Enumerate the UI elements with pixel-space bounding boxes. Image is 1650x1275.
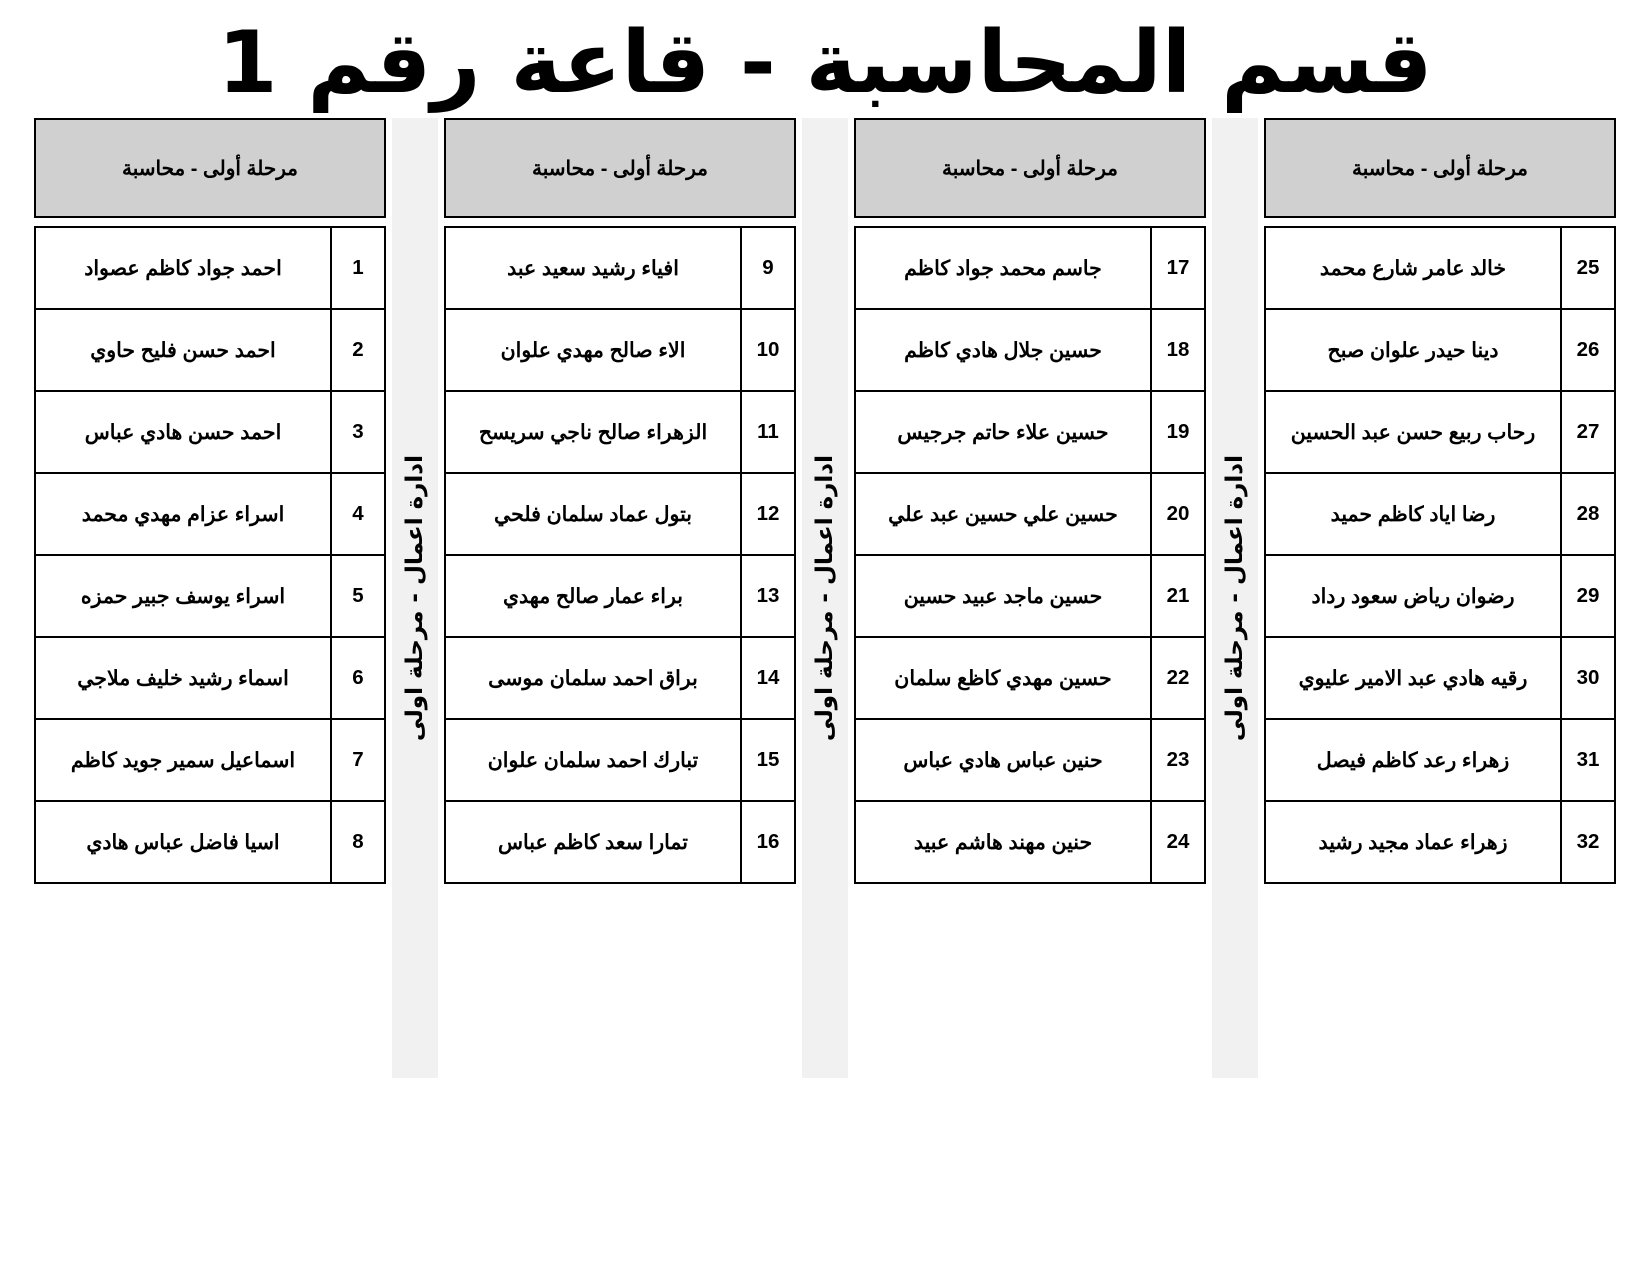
aisle-separator-2 [802,118,848,1078]
aisle-separator-1 [392,118,438,1078]
row-number: 17 [1151,227,1205,309]
row-number: 15 [741,719,795,801]
student-name: الزهراء صالح ناجي سريسح [445,391,741,473]
student-name: حسين علاء حاتم جرجيس [855,391,1151,473]
aisle-label: ادارة اعمال - مرحلة اولى [1222,455,1248,742]
student-name: حسين ماجد عبيد حسين [855,555,1151,637]
student-name: اسيا فاضل عباس هادي [35,801,331,883]
student-name: احمد حسن هادي عباس [35,391,331,473]
group-table-3 [854,226,1206,884]
row-number: 28 [1561,473,1615,555]
row-number: 6 [331,637,385,719]
student-name: اسماعيل سمير جويد كاظم [35,719,331,801]
row-number: 22 [1151,637,1205,719]
student-name: رحاب ربيع حسن عبد الحسين [1265,391,1561,473]
student-name: اسراء يوسف جبير حمزه [35,555,331,637]
group-table-4 [1264,226,1616,884]
table-row [855,719,1205,801]
table-row [1265,637,1615,719]
student-group-4 [1264,118,1616,1078]
row-number: 11 [741,391,795,473]
row-number: 10 [741,309,795,391]
table-row [445,473,795,555]
row-number: 16 [741,801,795,883]
student-name: دينا حيدر علوان صبح [1265,309,1561,391]
table-row [35,473,385,555]
student-group-3 [854,118,1206,1078]
table-row [445,227,795,309]
table-row [35,391,385,473]
table-row [445,719,795,801]
table-row [35,555,385,637]
row-number: 3 [331,391,385,473]
table-row [855,555,1205,637]
student-name: زهراء رعد كاظم فيصل [1265,719,1561,801]
student-name: الاء صالح مهدي علوان [445,309,741,391]
row-number: 14 [741,637,795,719]
table-row [1265,309,1615,391]
table-row [445,555,795,637]
table-row [1265,227,1615,309]
row-number: 4 [331,473,385,555]
row-number: 29 [1561,555,1615,637]
row-number: 25 [1561,227,1615,309]
student-name: حنين عباس هادي عباس [855,719,1151,801]
row-number: 31 [1561,719,1615,801]
table-row [35,309,385,391]
table-row [445,637,795,719]
group-header-4: مرحلة أولى - محاسبة [1264,118,1616,218]
row-number: 32 [1561,801,1615,883]
table-row [1265,391,1615,473]
row-number: 19 [1151,391,1205,473]
group-header-1: مرحلة أولى - محاسبة [34,118,386,218]
student-name: اسماء رشيد خليف ملاجي [35,637,331,719]
table-row [855,801,1205,883]
group-table-2 [444,226,796,884]
student-group-2 [444,118,796,1078]
student-name: حسين جلال هادي كاظم [855,309,1151,391]
table-row [445,391,795,473]
row-number: 9 [741,227,795,309]
student-name: تبارك احمد سلمان علوان [445,719,741,801]
student-name: رقيه هادي عبد الامير عليوي [1265,637,1561,719]
row-number: 18 [1151,309,1205,391]
student-name: بتول عماد سلمان فلحي [445,473,741,555]
table-row [855,637,1205,719]
student-name: رضوان رياض سعود رداد [1265,555,1561,637]
table-row [35,227,385,309]
row-number: 13 [741,555,795,637]
student-name: رضا اياد كاظم حميد [1265,473,1561,555]
table-row [855,473,1205,555]
student-name: حسين مهدي كاظع سلمان [855,637,1151,719]
student-name: حنين مهند هاشم عبيد [855,801,1151,883]
group-header-3: مرحلة أولى - محاسبة [854,118,1206,218]
table-row [1265,719,1615,801]
group-table-1 [34,226,386,884]
student-name: براء عمار صالح مهدي [445,555,741,637]
student-name: احمد جواد كاظم عصواد [35,227,331,309]
table-row [445,309,795,391]
student-name: خالد عامر شارع محمد [1265,227,1561,309]
table-row [35,801,385,883]
table-row [1265,555,1615,637]
row-number: 5 [331,555,385,637]
row-number: 21 [1151,555,1205,637]
table-row [1265,801,1615,883]
page-title: قسم المحاسبة - قاعة رقم 1 [217,13,1433,113]
student-name: احمد حسن فليح حاوي [35,309,331,391]
student-group-1 [34,118,386,1078]
student-name: جاسم محمد جواد كاظم [855,227,1151,309]
aisle-separator-3 [1212,118,1258,1078]
row-number: 2 [331,309,385,391]
row-number: 20 [1151,473,1205,555]
student-name: حسين علي حسين عبد علي [855,473,1151,555]
row-number: 26 [1561,309,1615,391]
table-row [855,227,1205,309]
table-row [855,391,1205,473]
row-number: 24 [1151,801,1205,883]
student-name: زهراء عماد مجيد رشيد [1265,801,1561,883]
group-header-2: مرحلة أولى - محاسبة [444,118,796,218]
seating-board [36,118,1614,1078]
table-row [1265,473,1615,555]
table-row [35,637,385,719]
row-number: 27 [1561,391,1615,473]
row-number: 1 [331,227,385,309]
student-name: براق احمد سلمان موسى [445,637,741,719]
row-number: 12 [741,473,795,555]
row-number: 7 [331,719,385,801]
table-row [445,801,795,883]
aisle-label: ادارة اعمال - مرحلة اولى [402,455,428,742]
row-number: 30 [1561,637,1615,719]
table-row [855,309,1205,391]
row-number: 23 [1151,719,1205,801]
student-name: اسراء عزام مهدي محمد [35,473,331,555]
student-name: تمارا سعد كاظم عباس [445,801,741,883]
table-row [35,719,385,801]
row-number: 8 [331,801,385,883]
aisle-label: ادارة اعمال - مرحلة اولى [812,455,838,742]
student-name: افياء رشيد سعيد عبد [445,227,741,309]
